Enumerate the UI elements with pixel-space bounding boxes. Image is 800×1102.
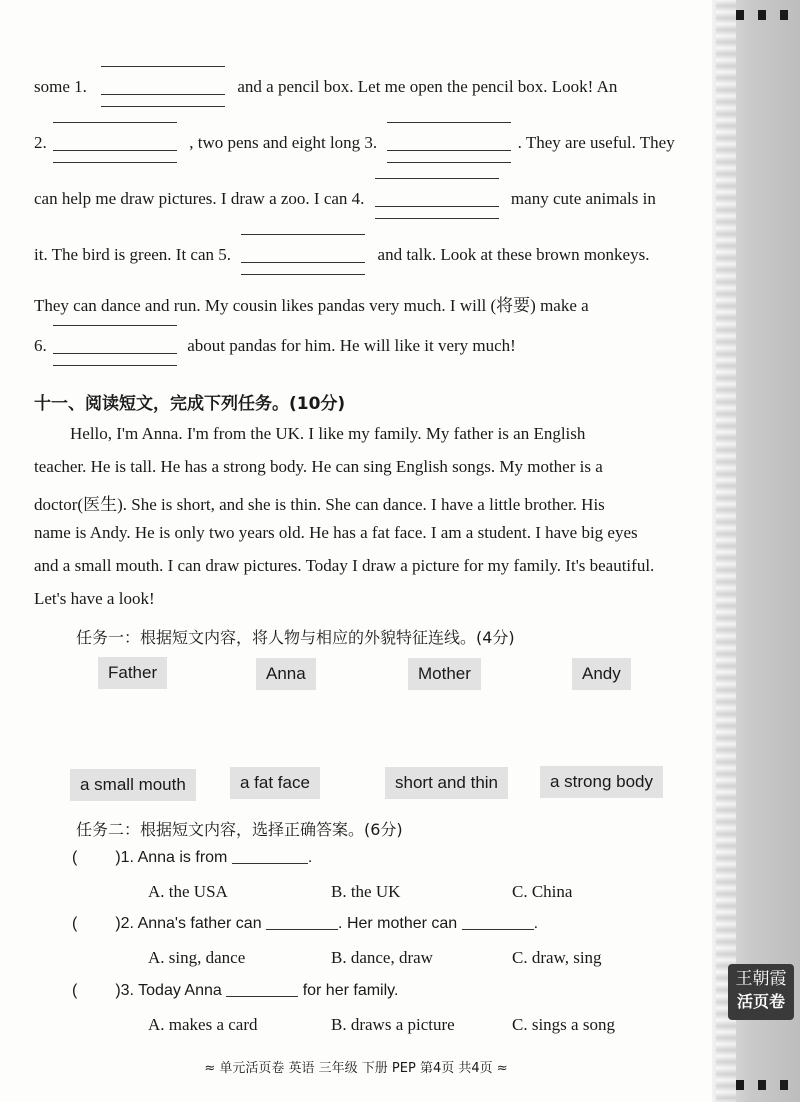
q1-option-b[interactable]: B. the UK bbox=[331, 882, 401, 901]
bracket-close: ) bbox=[115, 849, 121, 866]
reading-line-2: teacher. He is tall. He has a strong body. He can sing English songs. My mother is a bbox=[34, 457, 603, 476]
binding-mark bbox=[736, 10, 744, 20]
passage-line-3 bbox=[34, 189, 656, 209]
answer-blank-3[interactable] bbox=[387, 134, 511, 151]
passage-line-4 bbox=[34, 245, 649, 265]
q1-option-c[interactable]: C. China bbox=[512, 882, 573, 901]
reading-line-1: Hello, I'm Anna. I'm from the UK. I like my family. My father is an English bbox=[70, 424, 586, 443]
answer-blank-2[interactable] bbox=[53, 134, 177, 151]
answer-blank-6[interactable] bbox=[53, 337, 177, 354]
binding-mark bbox=[736, 1080, 744, 1090]
section-title: 十一、阅读短文，完成下列任务。(10分) bbox=[34, 394, 346, 414]
question-1 bbox=[72, 849, 312, 867]
line-text: 6. bbox=[34, 336, 47, 355]
passage-line-5 bbox=[34, 291, 589, 316]
line-text: some 1. bbox=[34, 77, 87, 96]
line-text: can help me draw pictures. I draw a zoo. I can 4. bbox=[34, 189, 365, 208]
bracket-open: ( bbox=[72, 849, 78, 866]
question-blank bbox=[226, 982, 298, 997]
question-2 bbox=[72, 915, 538, 933]
question-text: . Her mother can bbox=[338, 915, 458, 932]
q2-option-b[interactable]: B. dance, draw bbox=[331, 948, 433, 967]
q2-option-c[interactable]: C. draw, sing bbox=[512, 948, 602, 967]
line-text: , two pens and eight long 3. bbox=[189, 133, 378, 152]
binding-mark bbox=[780, 10, 788, 20]
brand-name: 王朝霞 bbox=[735, 969, 787, 989]
feature-tag-strong-body[interactable]: a strong body bbox=[540, 766, 663, 798]
binding-mark bbox=[758, 10, 766, 20]
feature-tag-small-mouth[interactable]: a small mouth bbox=[70, 769, 196, 801]
line-text: many cute animals in bbox=[510, 189, 656, 208]
reading-line-6: Let's have a look! bbox=[34, 589, 155, 608]
brand-subtitle: 活页卷 bbox=[736, 992, 785, 1011]
feature-tag-fat-face[interactable]: a fat face bbox=[230, 767, 320, 799]
answer-blank-5[interactable] bbox=[241, 246, 365, 263]
line-text: it. The bird is green. It can 5. bbox=[34, 245, 232, 264]
binding-wave bbox=[716, 0, 736, 1102]
binding-mark bbox=[780, 1080, 788, 1090]
reading-line-3: doctor(医生). She is short, and she is thin. She can dance. I have a little brother. His bbox=[34, 495, 605, 514]
question-3 bbox=[72, 982, 398, 1000]
question-text: for her family. bbox=[302, 982, 399, 999]
question-text: . bbox=[533, 915, 539, 932]
brand-badge bbox=[728, 964, 794, 1020]
question-text: 1. Anna is from bbox=[120, 849, 228, 866]
q3-option-c[interactable]: C. sings a song bbox=[512, 1015, 615, 1034]
q3-option-a[interactable]: A. makes a card bbox=[148, 1015, 258, 1034]
question-text: 3. Today Anna bbox=[120, 982, 222, 999]
answer-blank-1[interactable] bbox=[101, 78, 225, 95]
person-tag-mother[interactable]: Mother bbox=[408, 658, 481, 690]
bracket-close: ) bbox=[115, 915, 121, 932]
question-blank bbox=[462, 915, 534, 930]
bracket-open: ( bbox=[72, 982, 78, 999]
person-tag-father[interactable]: Father bbox=[98, 657, 167, 689]
line-text: and a pencil box. Let me open the pencil box. Look! An bbox=[237, 77, 618, 96]
question-text: 2. Anna's father can bbox=[120, 915, 262, 932]
bracket-open: ( bbox=[72, 915, 78, 932]
q3-option-b[interactable]: B. draws a picture bbox=[331, 1015, 455, 1034]
line-text: They can dance and run. My cousin likes pandas very much. I will (将要) make a bbox=[34, 296, 589, 315]
question-blank bbox=[232, 849, 308, 864]
question-blank bbox=[266, 915, 338, 930]
passage-line-2 bbox=[34, 133, 675, 153]
task1-title: 任务一：根据短文内容，将人物与相应的外貌特征连线。(4分) bbox=[76, 628, 515, 647]
line-text: and talk. Look at these brown monkeys. bbox=[377, 245, 650, 264]
person-tag-anna[interactable]: Anna bbox=[256, 658, 316, 690]
person-tag-andy[interactable]: Andy bbox=[572, 658, 631, 690]
answer-blank-4[interactable] bbox=[375, 190, 499, 207]
binding-mark bbox=[758, 1080, 766, 1090]
q2-option-a[interactable]: A. sing, dance bbox=[148, 948, 246, 967]
feature-tag-short-thin[interactable]: short and thin bbox=[385, 767, 508, 799]
bracket-close: ) bbox=[115, 982, 121, 999]
q1-option-a[interactable]: A. the USA bbox=[148, 882, 228, 901]
line-text: . They are useful. They bbox=[517, 133, 675, 152]
reading-line-4: name is Andy. He is only two years old. He has a fat face. I am a student. I have big eyes bbox=[34, 523, 638, 542]
task2-title: 任务二：根据短文内容，选择正确答案。(6分) bbox=[76, 820, 403, 839]
question-text: . bbox=[307, 849, 313, 866]
reading-line-5: and a small mouth. I can draw pictures. Today I draw a picture for my family. It's beautiful. bbox=[34, 556, 655, 575]
line-text: about pandas for him. He will like it very much! bbox=[187, 336, 516, 355]
line-text: 2. bbox=[34, 133, 47, 152]
binding-strip bbox=[712, 0, 800, 1102]
page-footer: ≈ 单元活页卷 英语 三年级 下册 PEP 第4页 共4页 ≈ bbox=[204, 1061, 508, 1076]
passage-line-6 bbox=[34, 336, 516, 356]
passage-line-1 bbox=[34, 77, 617, 97]
